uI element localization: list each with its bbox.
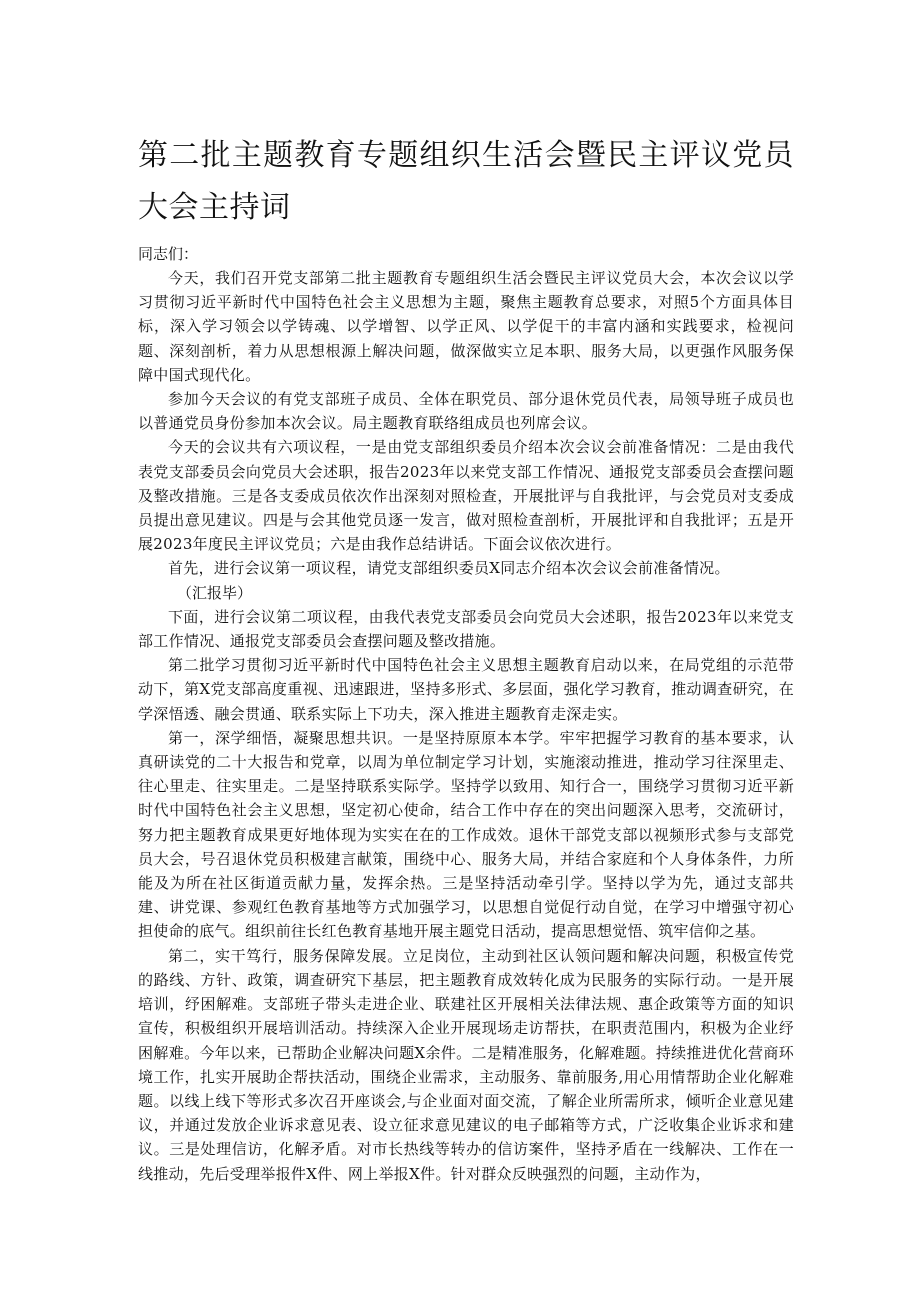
paragraph-point-one: 第一，深学细悟，凝聚思想共识。一是坚持原原本本学。牢牢把握学习教育的基本要求，认真研读党的二十大报告和党章，以周为单位制定学习计划，实施滚动推进，推动学习往深里走、往心里走、往实里走。二是坚持联系实际学。坚持学以致用、知行合一，围绕学习贯彻习近平新时代中国特色社会主义思想，坚定初心使命，结合工作中存在的突出问题深入思考，交流研讨，努力把主题教育成果更好地体现为实实在在的工作成效。退休干部党支部以视频形式参与支部党员大会，号召退休党员积极建言献策，围绕中心、服务大局，并结合家庭和个人身体条件，力所能及为所在社区街道贡献力量，发挥余热。三是坚持活动牵引学。坚持以学为先，通过支部共建、讲党课、参观红色教育基地等方式加强学习，以思想自觉促行动自觉，在学习中增强守初心担使命的底气。组织前往长红色教育基地开展主题党日活动，提高思想觉悟、筑牢信仰之基。 (138, 728, 794, 941)
paragraph-first-item: 首先，进行会议第一项议程，请党支部组织委员X同志介绍本次会议会前准备情况。 (168, 559, 730, 578)
paragraph-attendees: 参加今天会议的有党支部班子成员、全体在职党员、部分退休党员代表，局领导班子成员也以普通党员身份参加本次会议。局主题教育联络组成员也列席会议。 (138, 390, 794, 433)
paragraph-agenda: 今天的会议共有六项议程，一是由党支部组织委员介绍本次会议会前准备情况：二是由我代表党支部委员会向党员大会述职，报告2023年以来党支部工作情况、通报党支部委员会查摆问题及整改措施。三是各支委成员依次作出深刻对照检查，开展批评与自我批评，与会党员对支委成员提出意见建议。四是与会其他党员逐一发言，做对照检查剖析，开展批评和自我批评；五是开展2023年度民主评议党员；六是由我作总结讲话。下面会议依次进行。 (138, 438, 794, 554)
document-title: 第二批主题教育专题组织生活会暨民主评议党员大会主持词 (138, 138, 794, 225)
salutation: 同志们： (138, 245, 199, 263)
report-finished-note: （汇报毕） (177, 583, 253, 602)
paragraph-opening: 今天，我们召开党支部第二批主题教育专题组织生活会暨民主评议党员大会，本次会议以学习贯彻习近平新时代中国特色社会主义思想为主题，聚焦主题教育总要求，对照5个方面具体目标，深入学习领会以学铸魂、以学增智、以学正风、以学促干的丰富内涵和实践要求，检视问题、深刻剖析，着力从思想根源上解决问题，做深做实立足本职、服务大局，以更强作风服务保障中国式现代化。 (138, 269, 794, 384)
paragraph-overview: 第二批学习贯彻习近平新时代中国特色社会主义思想主题教育启动以来，在局党组的示范带动下，第X党支部高度重视、迅速跟进，坚持多形式、多层面，强化学习教育，推动调查研究，在学深悟透、融会贯通、联系实际上下功夫，深入推进主题教育走深走实。 (138, 656, 794, 723)
paragraph-point-two: 第二，实干笃行，服务保障发展。立足岗位，主动到社区认领问题和解决问题，积极宣传党的路线、方针、政策，调查研究下基层，把主题教育成效转化成为民服务的实际行动。一是开展培训，纾困解难。支部班子带头走进企业、联建社区开展相关法律法规、惠企政策等方面的知识宣传，积极组织开展培训活动。持续深入企业开展现场走访帮扶，在职责范围内，积极为企业纾困解难。今年以来，已帮助企业解决问题X余件。二是精准服务，化解难题。持续推进优化营商环境工作，扎实开展助企帮扶活动，围绕企业需求，主动服务、靠前服务,用心用情帮助企业化解难题。以线上线下等形式多次召开座谈会,与企业面对面交流，了解企业所需所求，倾听企业意见建议，并通过发放企业诉求意见表、设立征求意见建议的电子邮箱等方式，广泛收集企业诉求和建议。三是处理信访，化解矛盾。对市长热线等转办的信访案件，坚持矛盾在一线解决、工作在一线推动，先后受理举报件X件、网上举报X件。针对群众反映强烈的问题，主动作为， (138, 946, 794, 1183)
document-page (138, 130, 794, 1186)
paragraph-second-item: 下面，进行会议第二项议程，由我代表党支部委员会向党员大会述职，报告2023年以来党支部工作情况、通报党支部委员会查摆问题及整改措施。 (138, 607, 794, 651)
